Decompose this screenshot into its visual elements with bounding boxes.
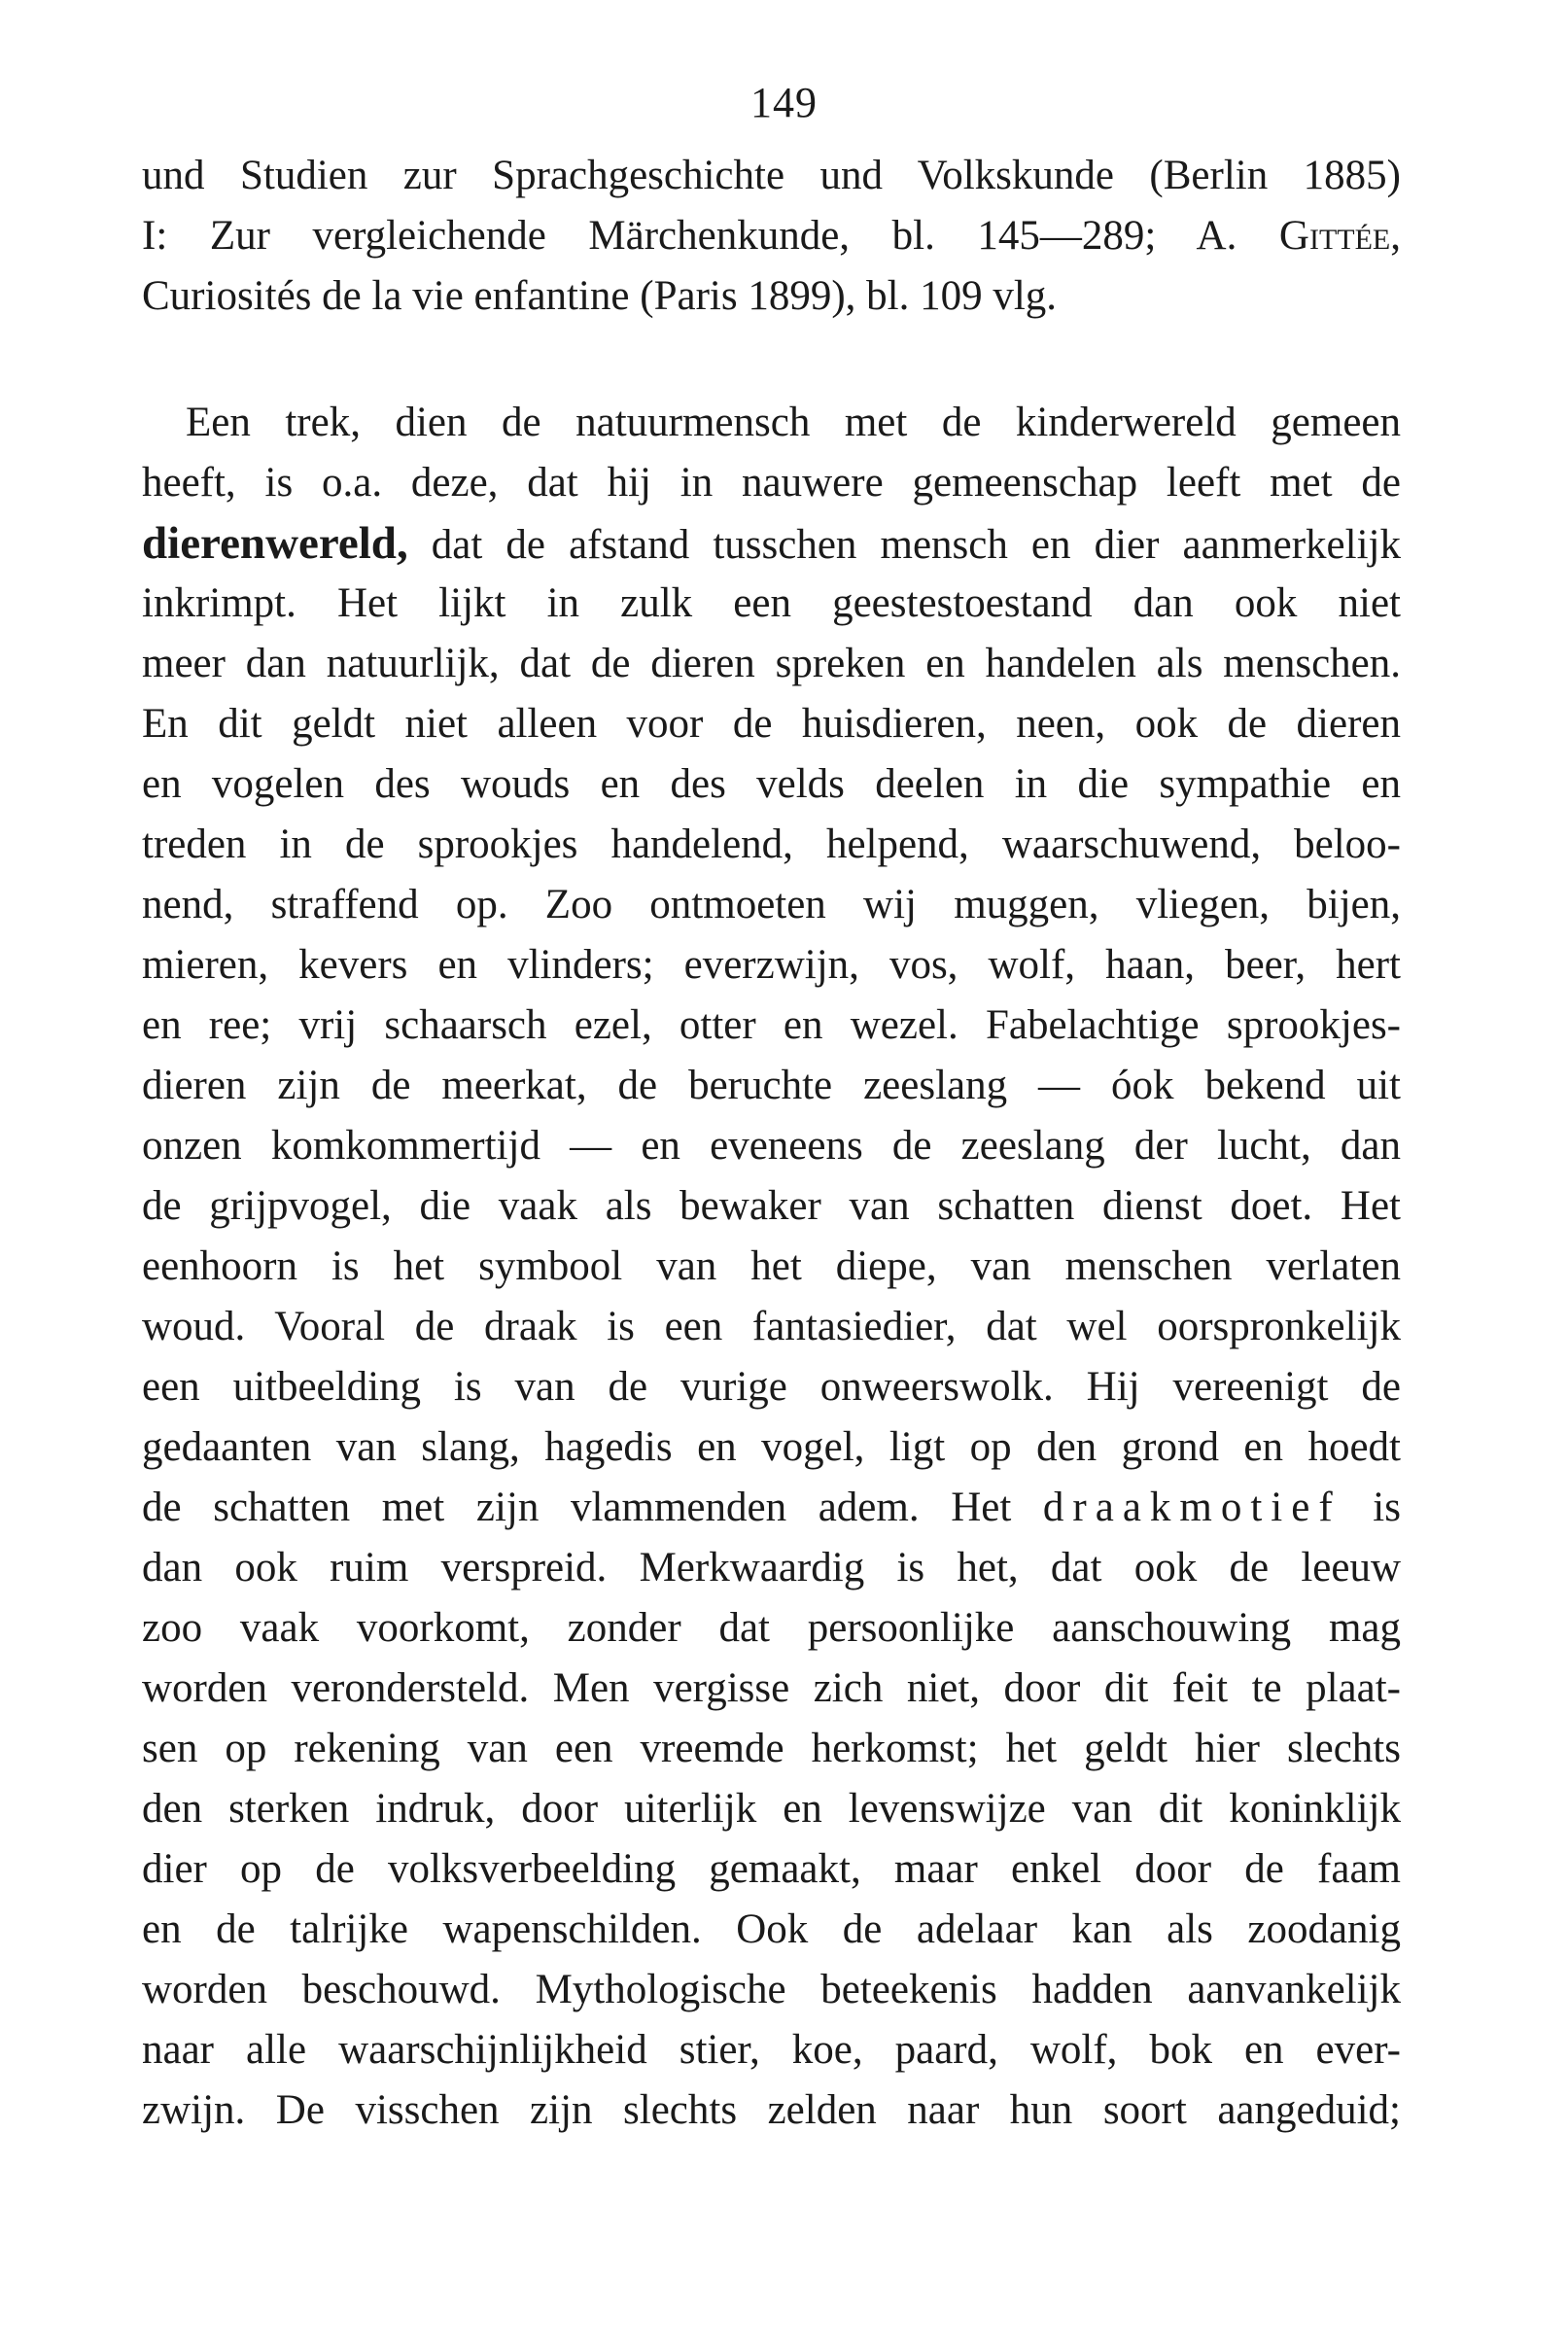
body-line: en vogelen des wouds en des velds deelen in die sympathie en: [142, 761, 1401, 807]
body-line: meer dan natuurlijk, dat de dieren spreken en handelen als menschen.: [142, 641, 1401, 686]
body-line: worden beschouwd. Mythologische beteekenis hadden aanvankelijk: [142, 1967, 1401, 2012]
body-line: de grijpvogel, die vaak als bewaker van schatten dienst doet. Het: [142, 1183, 1401, 1229]
body-line: worden verondersteld. Men vergisse zich niet, door dit feit te plaat-: [142, 1665, 1401, 1711]
emphasized-term: dierenwereld,: [142, 518, 408, 569]
spaced-term: draakmotief: [1042, 1485, 1342, 1530]
body-line: woud. Vooral de draak is een fantasiedier, dat wel oorspronkelijk: [142, 1304, 1401, 1349]
body-line-text: dat de afstand tusschen mensch en dier aanmerkelijk: [407, 522, 1401, 568]
body-line: een uitbeelding is van de vurige onweerswolk. Hij vereenigt de: [142, 1364, 1401, 1410]
body-line: eenhoorn is het symbool van het diepe, van menschen verlaten: [142, 1243, 1401, 1289]
body-line: inkrimpt. Het lijkt in zulk een geestestoestand dan ook niet: [142, 580, 1401, 626]
author-name: Gittée,: [1278, 213, 1402, 259]
body-line: naar alle waarschijnlijkheid stier, koe, paard, wolf, bok en ever-: [142, 2027, 1401, 2073]
body-line: dier op de volksverbeelding gemaakt, maar enkel door de faam: [142, 1846, 1401, 1892]
body-line: en de talrijke wapenschilden. Ook de adelaar kan als zoodanig: [142, 1906, 1401, 1952]
footnote-line: und Studien zur Sprachgeschichte und Volkskunde (Berlin 1885): [142, 153, 1401, 198]
footnote-block: [142, 146, 1401, 327]
footnote-line-text: I: Zur vergleichende Märchenkunde, bl. 145—289; A.: [142, 213, 1237, 259]
body-line: gedaanten van slang, hagedis en vogel, ligt op den grond en hoedt: [142, 1424, 1401, 1470]
body-line: sen op rekening van een vreemde herkomst; het geldt hier slechts: [142, 1726, 1401, 1771]
body-line: [142, 513, 1401, 574]
body-line: en ree; vrij schaarsch ezel, otter en wezel. Fabelachtige sprookjes-: [142, 1002, 1401, 1048]
body-line-text: is: [1341, 1485, 1401, 1530]
body-line: dieren zijn de meerkat, de beruchte zeeslang — óok bekend uit: [142, 1063, 1401, 1108]
body-line: [142, 1478, 1401, 1538]
body-paragraph: [142, 393, 1401, 2141]
body-line: zwijn. De visschen zijn slechts zelden naar hun soort aangeduid;: [142, 2087, 1401, 2133]
body-line: nend, straffend op. Zoo ontmoeten wij muggen, vliegen, bijen,: [142, 882, 1401, 927]
page-number: 149: [750, 79, 818, 126]
body-line: mieren, kevers en vlinders; everzwijn, vos, wolf, haan, beer, hert: [142, 942, 1401, 988]
footnote-line: Curiosités de la vie enfantine (Paris 1899), bl. 109 vlg.: [142, 273, 1058, 319]
body-line: onzen komkommertijd — en eveneens de zeeslang der lucht, dan: [142, 1123, 1401, 1169]
body-line: den sterken indruk, door uiterlijk en levenswijze van dit koninklijk: [142, 1786, 1401, 1832]
body-line: En dit geldt niet alleen voor de huisdieren, neen, ook de dieren: [142, 701, 1401, 747]
body-line-text: de schatten met zijn vlammenden adem. Het: [142, 1485, 1043, 1530]
footnote-line: [142, 206, 1401, 266]
body-line: dan ook ruim verspreid. Merkwaardig is het, dat ook de leeuw: [142, 1545, 1401, 1590]
body-line: Een trek, dien de natuurmensch met de kinderwereld gemeen: [186, 400, 1401, 445]
body-line: zoo vaak voorkomt, zonder dat persoonlijke aanschouwing mag: [142, 1605, 1401, 1651]
body-line: treden in de sprookjes handelend, helpend, waarschuwend, beloo-: [142, 821, 1401, 867]
body-line: heeft, is o.a. deze, dat hij in nauwere gemeenschap leeft met de: [142, 460, 1401, 506]
